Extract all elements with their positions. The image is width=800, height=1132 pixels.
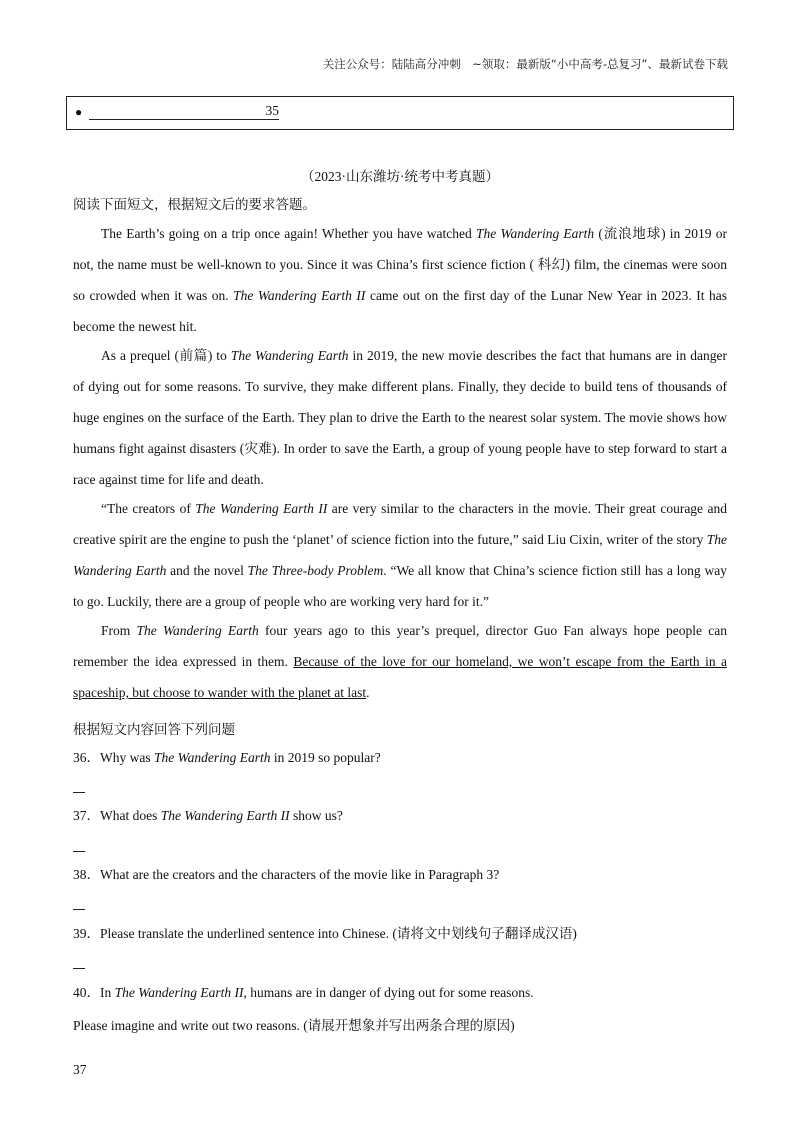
answer-line-37[interactable] (73, 851, 85, 852)
passage (73, 218, 727, 708)
question-40: 40．In The Wandering Earth II, humans are in danger of dying out for some reasons. (73, 985, 534, 1000)
question-36: 36．Why was The Wandering Earth in 2019 so popular? (73, 750, 381, 765)
paragraph-3: “The creators of The Wandering Earth II are very similar to the characters in the movie. Their great courage and creative spirit are the engine to push the ‘planet’ of science fiction into the future,” said Liu Cixin, writer of the story The Wandering Earth and the novel The Three-body Problem. “We all know that China’s science fiction still has a long way to go. Luckily, there are a group of people who are working very hard for it.” (73, 501, 727, 609)
question-37: 37．What does The Wandering Earth II show us? (73, 808, 343, 823)
answer-box (66, 96, 734, 130)
movie-title: The Wandering Earth (230, 348, 349, 363)
movie-title: The Wandering Earth II (195, 501, 328, 516)
paragraph-2: As a prequel (前篇) to The Wandering Earth in 2019, the new movie describes the fact that humans are in danger of dying out for some reasons. To survive, they make different plans. Finally, they decide to build tens of thousands of huge engines on the surface of the Earth. They plan to drive the Earth to the nearest solar system. The movie shows how humans fight against disasters (灾难). In order to save the Earth, a group of young people have to step forward to start a race against time for life and death. (73, 348, 727, 487)
question-source: （2023·山东潍坊·统考中考真题） (301, 169, 499, 184)
answer-line-38[interactable] (73, 909, 85, 910)
bullet: ● (75, 105, 83, 119)
movie-title: The Wandering Earth (136, 623, 259, 638)
answer-blank-35[interactable]: 35 (89, 103, 279, 120)
questions-heading: 根据短文内容回答下列问题 (73, 722, 235, 738)
movie-title: The Wandering Earth (475, 226, 595, 241)
instruction: 阅读下面短文，根据短文后的要求答题。 (73, 197, 316, 213)
question-40-line2: Please imagine and write out two reasons. (请展开想象并写出两条合理的原因) (73, 1018, 515, 1033)
question-38: 38．What are the creators and the characters of the movie like in Paragraph 3? (73, 867, 500, 882)
movie-title: The Wandering Earth II (233, 288, 366, 303)
underlined-sentence: Because of the love for our homeland, we won’t escape from the Earth in a spaceship, but choose to wander with the planet at last (73, 654, 728, 700)
answer-line-36[interactable] (73, 792, 85, 793)
page-number: 37 (73, 1062, 87, 1077)
novel-title: The Three-body Problem (247, 563, 384, 578)
page-header: 关注公众号：陆陆高分冲刺 ~领取：最新版“小中高考-总复习”、最新试卷下载 (322, 57, 728, 71)
question-39: 39．Please translate the underlined sentence into Chinese. (请将文中划线句子翻译成汉语) (73, 926, 577, 941)
answer-line-39[interactable] (73, 968, 85, 969)
paragraph-1: The Earth’s going on a trip once again! Whether you have watched The Wandering Earth (流浪地球) in 2019 or not, the name must be well-known to you. Since it was China’s first science fiction ( 科幻) film, the cinemas were soon so crowded when it was on. The Wandering Earth II came out on the first day of the Lunar New Year in 2023. It has become the newest hit. (73, 226, 727, 334)
story-title: The Wandering Earth (73, 532, 727, 578)
paragraph-4: From The Wandering Earth four years ago to this year’s prequel, director Guo Fan always hope people can remember the idea expressed in them. Because of the love for our homeland, we won’t escape from the Earth in a spaceship, but choose to wander with the planet at last. (73, 623, 728, 700)
